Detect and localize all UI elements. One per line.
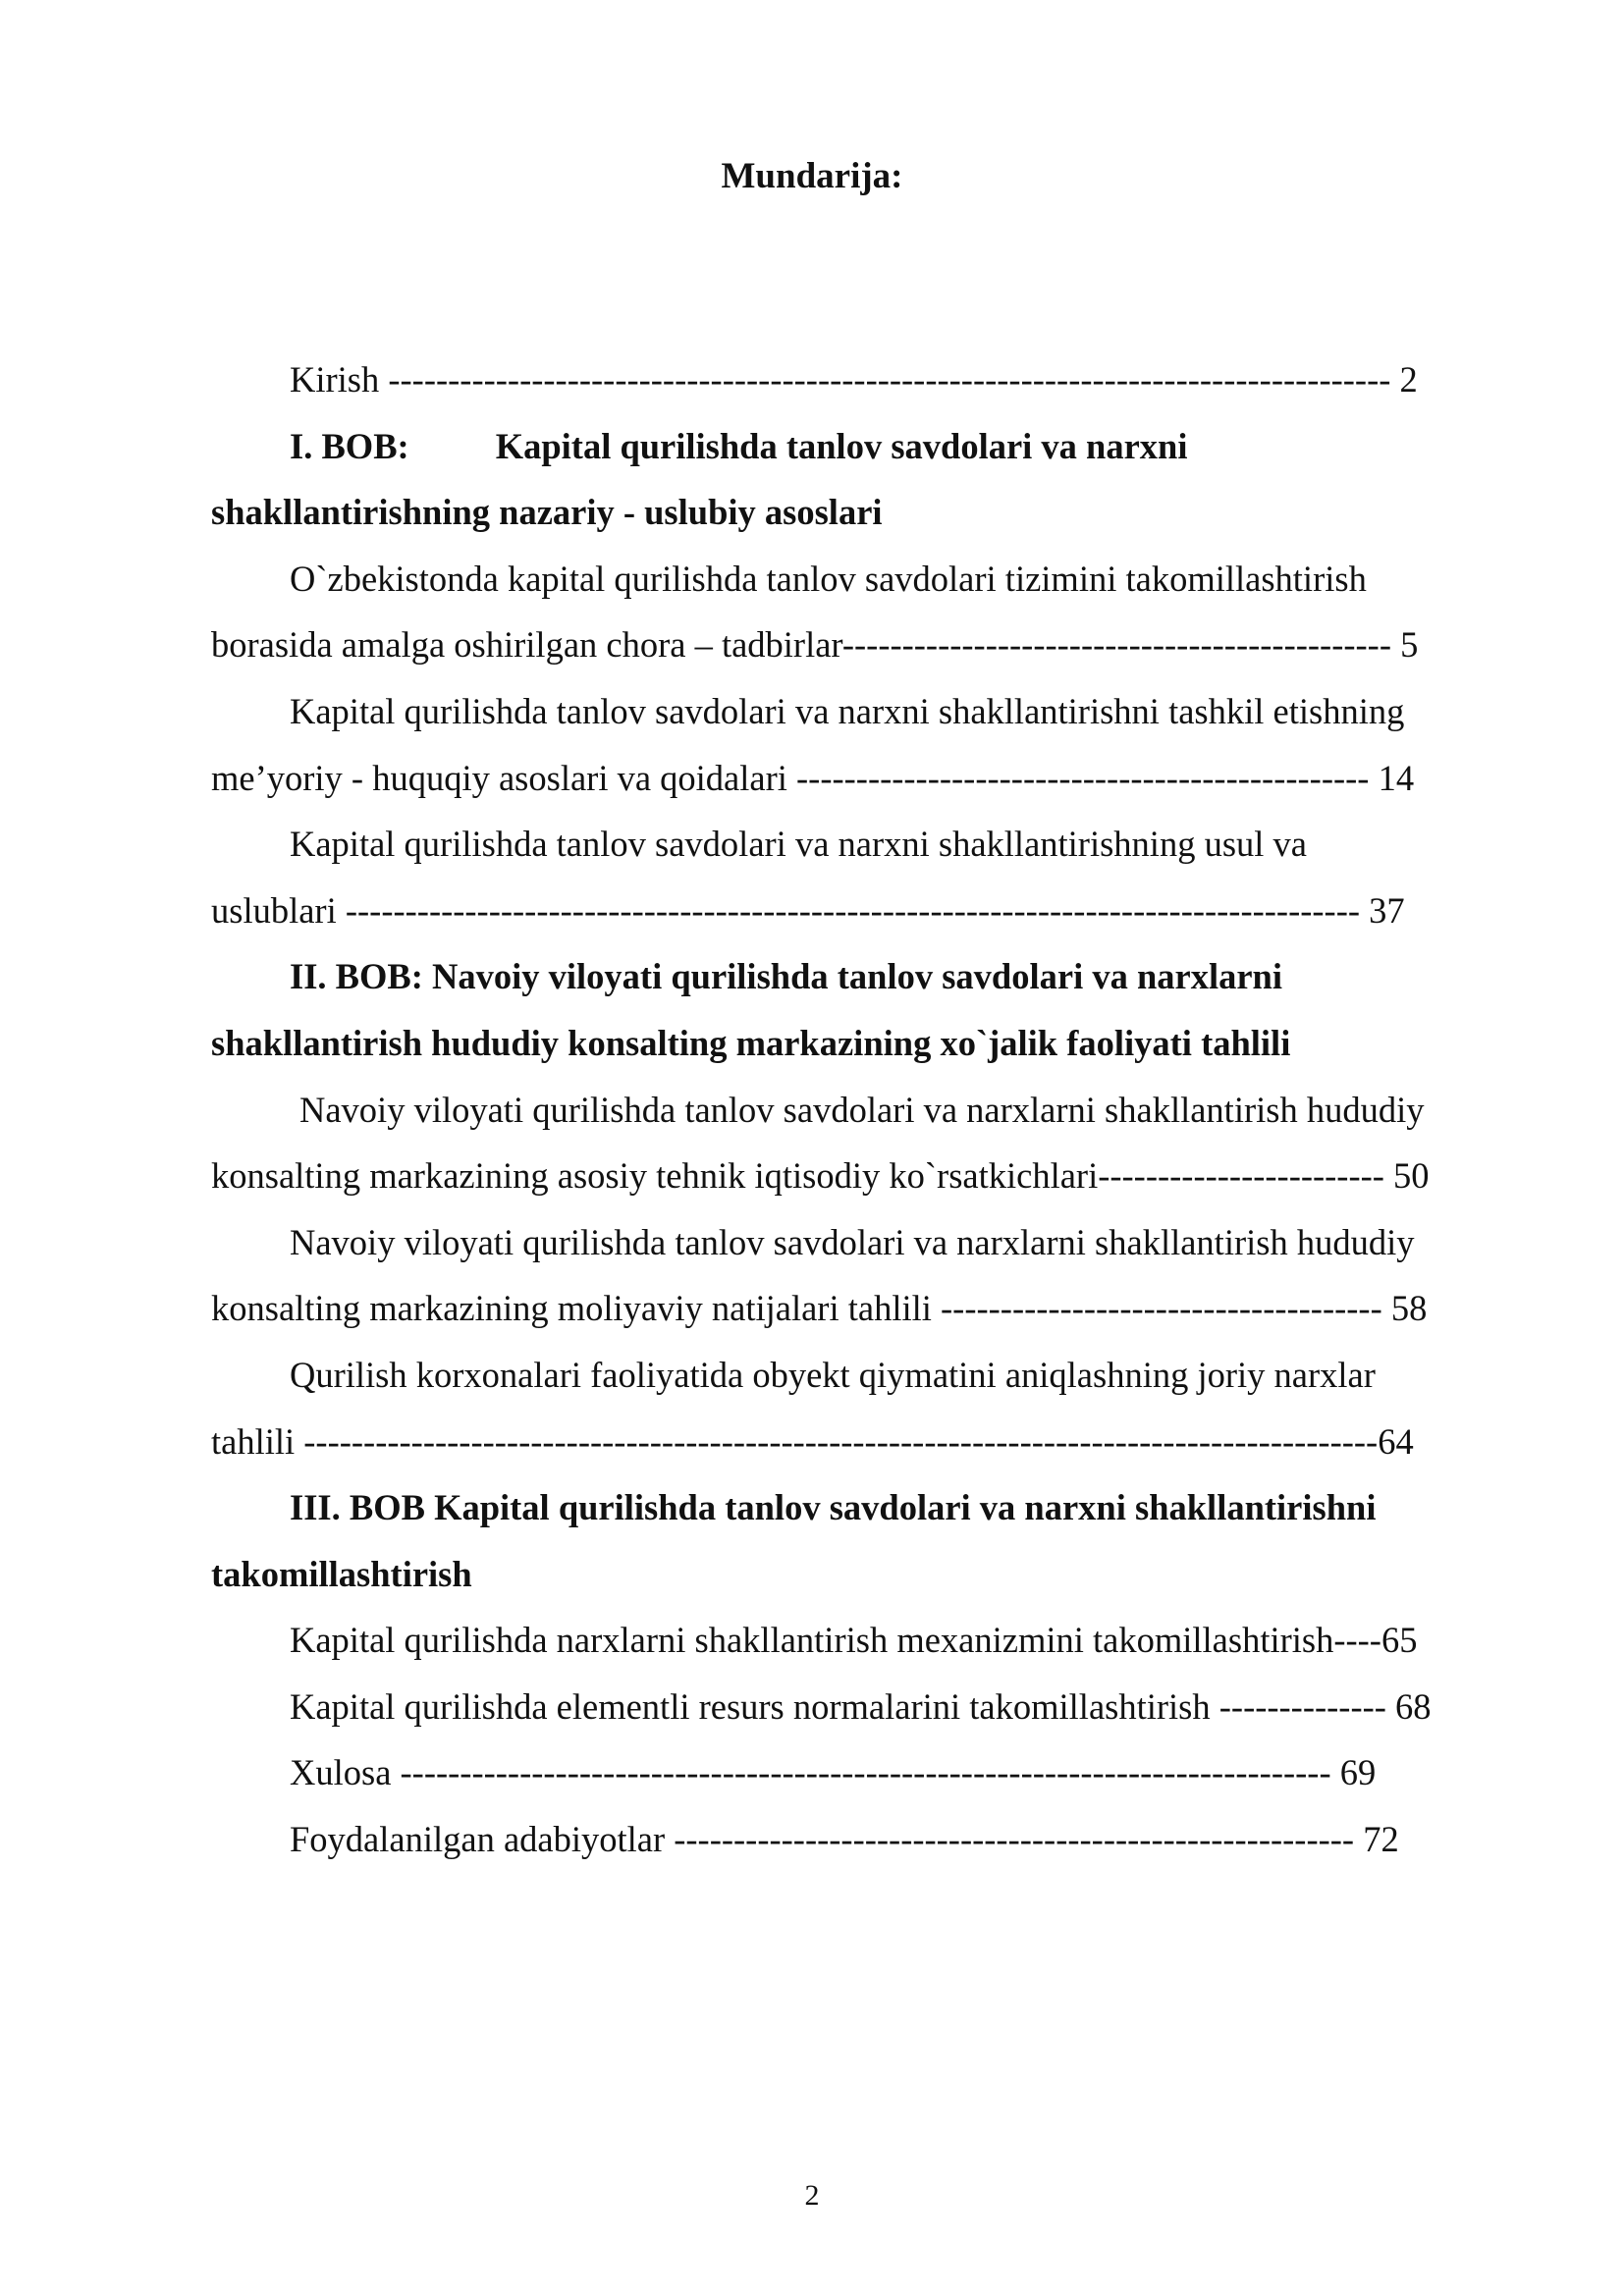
toc-chapter-3-heading[interactable]: III. BOB Kapital qurilishda tanlov savdolari va narxni shakllantirishni	[290, 1487, 1377, 1528]
toc-chapter-2-heading-cont[interactable]: shakllantirish hududiy konsalting markazining xo`jalik faoliyati tahlili	[211, 1022, 1291, 1063]
toc-section-1-2[interactable]: Kapital qurilishda tanlov savdolari va narxni shakllantirishni tashkil etishning	[290, 690, 1405, 731]
toc-chapter-1-title-cont[interactable]: shakllantirishning nazariy - uslubiy asoslari	[211, 492, 883, 533]
toc-section-2-3[interactable]: Qurilish korxonalari faoliyatida obyekt qiymatini aniqlashning joriy narxlar	[290, 1354, 1376, 1395]
page-title: Mundarija:	[721, 156, 903, 196]
page-number: 2	[804, 2179, 820, 2212]
toc-entry-kirish[interactable]: Kirish ------------------------------------------------------------------------------------ 2	[290, 359, 1418, 400]
toc-section-2-1[interactable]: Navoiy viloyati qurilishda tanlov savdolari va narxlarni shakllantirish hududiy	[299, 1089, 1425, 1130]
toc-chapter-3-heading-cont[interactable]: takomillashtirish	[211, 1553, 472, 1594]
toc-section-2-2-cont[interactable]: konsalting markazining moliyaviy natijalari tahlili ------------------------------------- 58	[211, 1288, 1428, 1329]
toc-section-3-2[interactable]: Kapital qurilishda elementli resurs normalarini takomillashtirish -------------- 68	[290, 1685, 1432, 1727]
toc-section-2-3-cont[interactable]: tahlili ------------------------------------------------------------------------------------------64	[211, 1420, 1414, 1462]
toc-chapter-1-heading[interactable]	[211, 413, 1527, 480]
table-of-contents	[211, 347, 1527, 1873]
toc-entry-xulosa[interactable]: Xulosa ------------------------------------------------------------------------------ 69	[290, 1752, 1377, 1793]
toc-section-1-3-cont[interactable]: uslublari ------------------------------------------------------------------------------------- 37	[211, 889, 1405, 931]
toc-chapter-1-label: I. BOB:	[290, 425, 409, 466]
toc-entry-adabiyotlar[interactable]: Foydalanilgan adabiyotlar --------------------------------------------------------- 72	[290, 1819, 1399, 1860]
toc-section-1-3[interactable]: Kapital qurilishda tanlov savdolari va narxni shakllantirishning usul va	[290, 824, 1307, 865]
toc-chapter-1-title: Kapital qurilishda tanlov savdolari va narxni	[495, 425, 1188, 466]
toc-section-2-1-cont[interactable]: konsalting markazining asosiy tehnik iqtisodiy ko`rsatkichlari------------------------ 50	[211, 1155, 1430, 1197]
toc-section-1-2-cont[interactable]: me’yoriy - huquqiy asoslari va qoidalari ------------------------------------------------ 14	[211, 757, 1415, 798]
toc-section-1-1-cont[interactable]: borasida amalga oshirilgan chora – tadbirlar---------------------------------------------- 5	[211, 624, 1419, 666]
toc-section-2-2[interactable]: Navoiy viloyati qurilishda tanlov savdolari va narxlarni shakllantirish hududiy	[290, 1221, 1415, 1262]
toc-section-3-1[interactable]: Kapital qurilishda narxlarni shakllantirish mexanizmini takomillashtirish----65	[290, 1620, 1418, 1661]
toc-section-1-1[interactable]: O`zbekistonda kapital qurilishda tanlov savdolari tizimini takomillashtirish	[290, 558, 1367, 599]
toc-chapter-2-heading[interactable]: II. BOB: Navoiy viloyati qurilishda tanlov savdolari va narxlarni	[290, 956, 1282, 997]
